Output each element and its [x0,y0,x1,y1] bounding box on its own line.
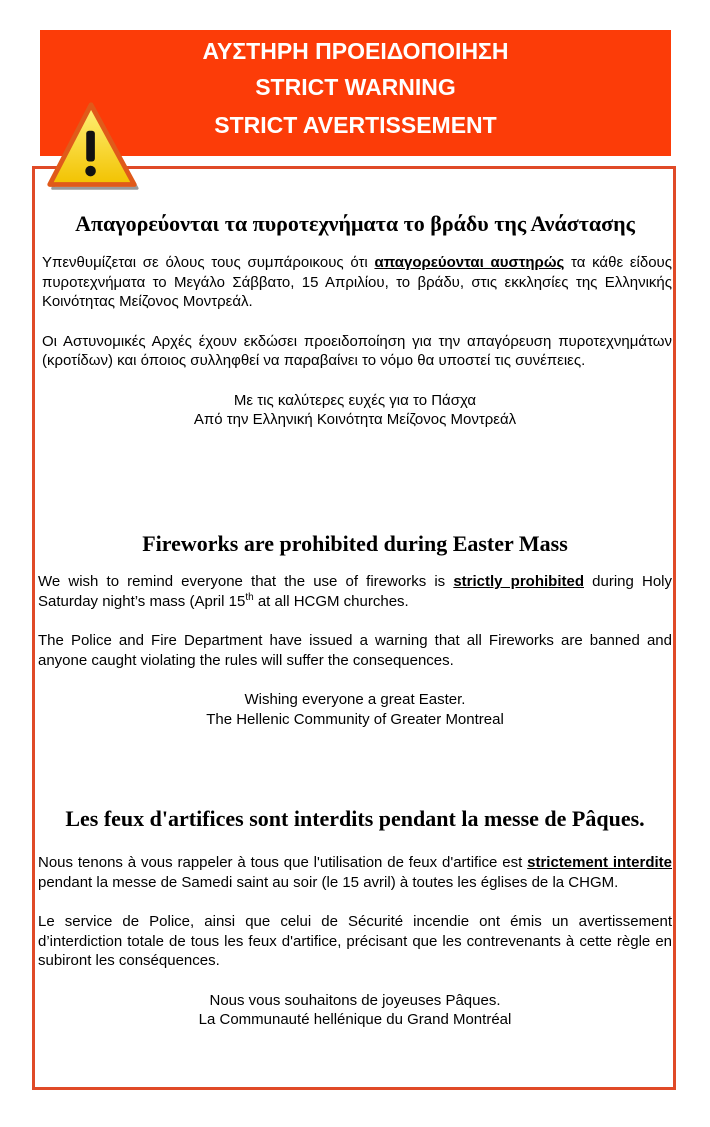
french-paragraph-1 [38,853,672,892]
english-signoff-1: Wishing everyone a great Easter. [244,691,466,708]
banner-title-greek: ΑΥΣΤΗΡΗ ΠΡΟΕΙΔΟΠΟΙΗΣΗ [202,38,509,64]
english-p1-text: We wish to remind everyone that the use of fireworks is [38,573,454,590]
english-emphasis: strictly prohibited [453,573,584,590]
greek-paragraph-1 [38,253,672,312]
french-emphasis: strictement interdite [527,854,672,871]
french-title: Les feux d'artifices sont interdits pendant la messe de Pâques. [65,806,645,831]
greek-p1-text: Υπενθυμίζεται σε όλους τους συμπάροικους ότι [42,254,375,271]
english-section [38,531,672,729]
english-signoff-2: The Hellenic Community of Greater Montreal [206,710,504,728]
warning-triangle-icon [44,100,140,196]
greek-signoff-1: Με τις καλύτερες ευχές για το Πάσχα [233,391,477,409]
french-paragraph-2: Le service de Police, ainsi que celui de Sécurité incendie ont émis un avertissement d’interdiction totale de tous les feux d'artifice, précisant que les contrevenants à cette règle en subiront les conséquences. [38,913,672,969]
greek-signoff-2: Από την Ελληνική Κοινότητα Μείζονος Μοντρεάλ [193,411,517,428]
greek-paragraph-2: Οι Αστυνομικές Αρχές έχουν εκδώσει προειδοποίηση για την απαγόρευση πυροτεχνημάτων (κροτίδων) και όποιος συλληφθεί να παραβαίνει το νόμο θα υποστεί τις συνέπειες. [42,332,672,369]
french-p1-rest: pendant la messe de Samedi saint au soir (le 15 avril) à toutes les églises de la CHGM. [38,873,619,891]
french-p1-text: Nous tenons à vous rappeler à tous que l'utilisation de feux d'artifice est [38,854,528,871]
english-paragraph-2: The Police and Fire Department have issued a warning that all Fireworks are banned and anyone caught violating the rules will suffer the consequences. [38,632,672,669]
french-section [38,806,672,1030]
banner-title-english: STRICT WARNING [255,74,456,100]
french-signoff-2: La Communauté hellénique du Grand Montréal [198,1011,512,1028]
greek-title: Απαγορεύονται τα πυροτεχνήματα το βράδυ της Ανάστασης [75,211,635,236]
english-p1-rest: at all HCGM churches. [253,592,409,610]
greek-section [38,211,672,430]
greek-emphasis: απαγορεύονται αυστηρώς [374,254,565,271]
english-superscript: th [245,591,254,603]
english-p1-mid: during Holy Saturday night’s mass (April 15 [38,573,672,610]
english-paragraph-1 [38,572,672,611]
french-signoff-1: Nous vous souhaitons de joyeuses Pâques. [209,991,501,1009]
english-title: Fireworks are prohibited during Easter Mass [142,531,568,556]
banner-title-french: STRICT AVERTISSEMENT [214,112,497,138]
greek-p1-rest: τα κάθε είδους πυροτεχνήματα το Μεγάλο Σάββατο, 15 Απριλίου, το βράδυ, στις εκκλησίες της Ελληνικής Κοινότητας Μείζονος Μοντρεάλ. [42,254,672,310]
